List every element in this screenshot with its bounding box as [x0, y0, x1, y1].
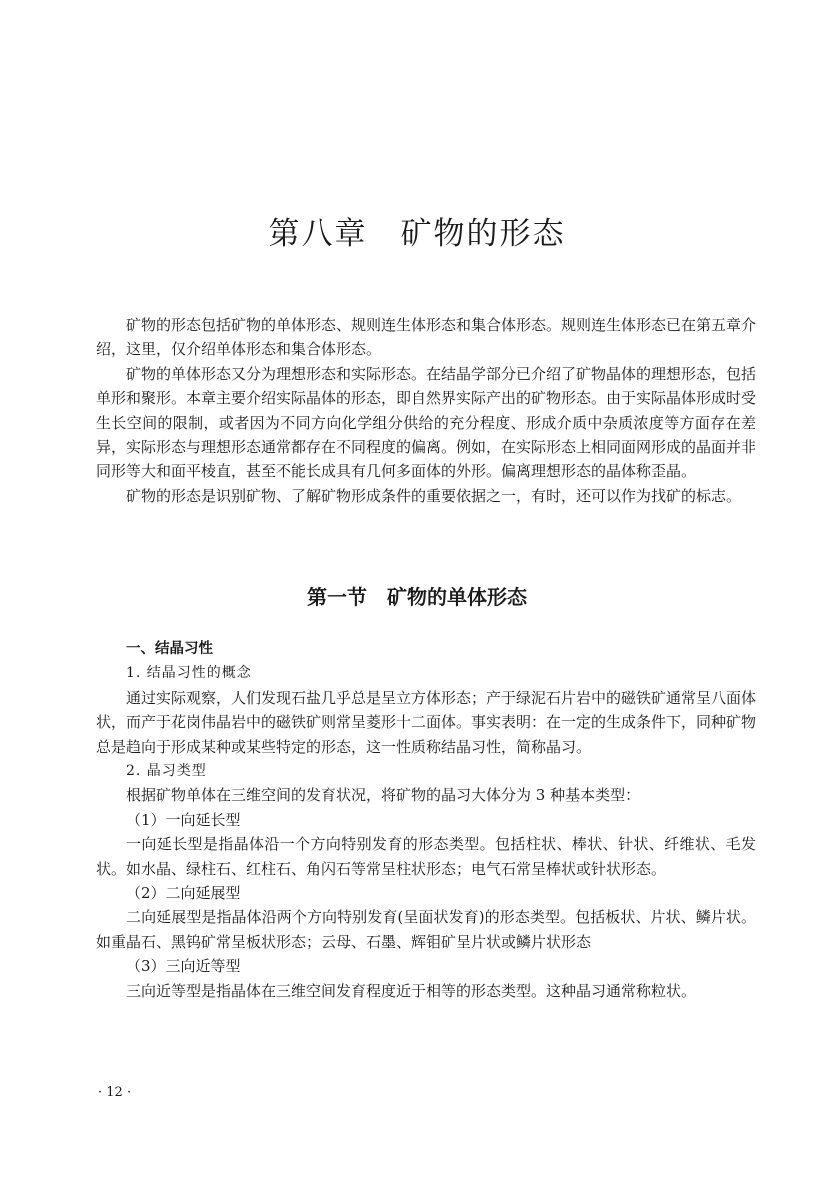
section-title: 第一节 矿物的单体形态 [307, 585, 527, 609]
intro-paragraph: 矿物的形态是识别矿物、了解矿物形成条件的重要依据之一，有时，还可以作为找矿的标志。 [126, 486, 742, 505]
type-2-text: 二向延展型是指晶体沿两个方向特别发育(呈面状发育)的形态类型。包括板状、片状、鳞片状。如重晶石、黑钨矿常呈板状形态；云母、石墨、辉钼矿呈片状或鳞片状形态 [96, 908, 756, 951]
intro-text [96, 313, 756, 508]
type-2-label: （2）二向延展型 [126, 884, 241, 903]
paragraph-habit-concept: 通过实际观察，人们发现石盐几乎总是呈立方体形态；产于绿泥石片岩中的磁铁矿通常呈八面体状，而产于花岗伟晶岩中的磁铁矿则常呈菱形十二面体。事实表明：在一定的生成条件下，同种矿物总是趋向于形成某种或某些特定的形态，这一性质称结晶习性，简称晶习。 [96, 688, 757, 756]
subheading-concept: 1. 结晶习性的概念 [126, 665, 252, 682]
section-body [96, 637, 756, 1003]
type-3-text: 三向近等型是指晶体在三维空间发育程度近于相等的形态类型。这种晶习通常称粒状。 [126, 981, 697, 1000]
type-3-label: （3）三向近等型 [126, 957, 241, 976]
intro-paragraph: 矿物的形态包括矿物的单体形态、规则连生体形态和集合体形态。规则连生体形态已在第五章介绍，这里，仅介绍单体形态和集合体形态。 [96, 316, 757, 359]
intro-paragraph: 矿物的单体形态又分为理想形态和实际形态。在结晶学部分已介绍了矿物晶体的理想形态，包括单形和聚形。本章主要介绍实际晶体的形态，即自然界实际产出的矿物形态。由于实际晶体形成时受生长空间的限制，或者因为不同方向化学组分供给的充分程度、形成介质中杂质浓度等方面存在差异，实际形态与理想形态通常都存在不同程度的偏离。例如，在实际形态上相同面网形成的晶面并非同形等大和面平棱直，甚至不能长成具有几何多面体的外形。偏离理想形态的晶体称歪晶。 [96, 364, 757, 481]
page-number: · 12 · [98, 1085, 132, 1100]
heading-crystal-habit: 一、结晶习性 [126, 641, 213, 657]
chapter-title: 第八章 矿物的形态 [268, 216, 566, 252]
subheading-habit-types: 2. 晶习类型 [126, 763, 207, 780]
type-1-text: 一向延长型是指晶体沿一个方向特别发育的形态类型。包括柱状、棒状、针状、纤维状、毛发状。如水晶、绿柱石、红柱石、角闪石等常呈柱状形态；电气石常呈棒状或针状形态。 [96, 835, 756, 878]
paragraph-habit-types: 根据矿物单体在三维空间的发育状况，将矿物的晶习大体分为 3 种基本类型： [126, 786, 641, 805]
type-1-label: （1）一向延长型 [126, 810, 241, 829]
